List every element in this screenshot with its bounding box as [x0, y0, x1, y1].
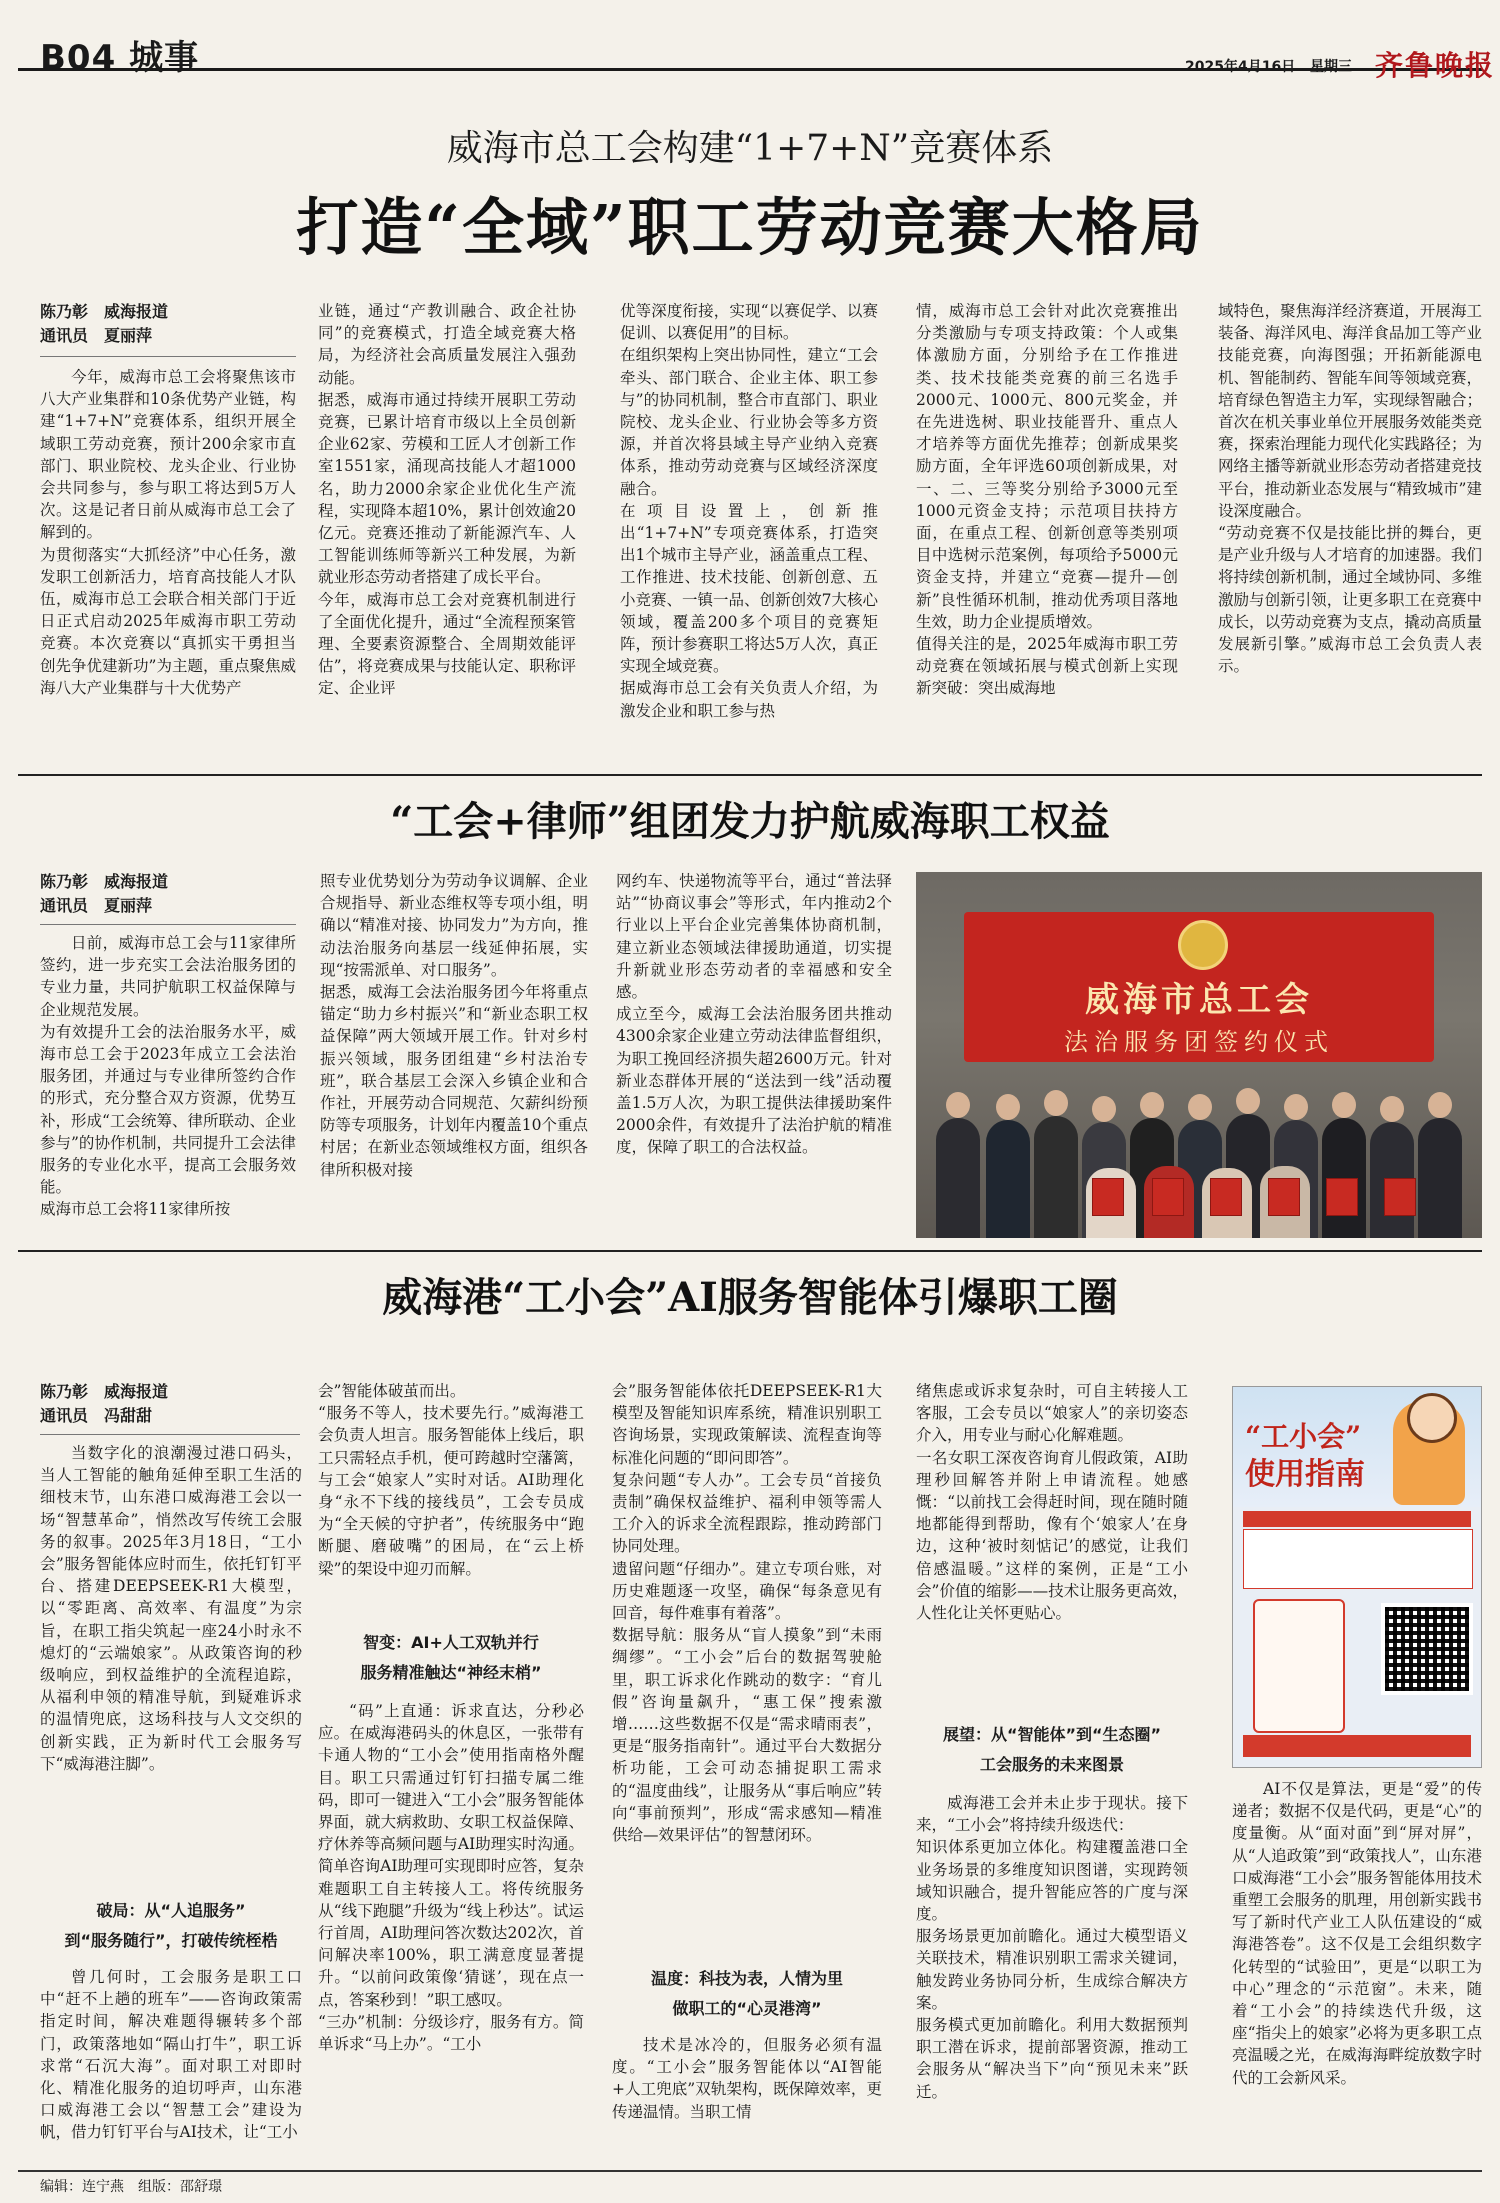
- article3-col4-subhead-line2: 工会服务的未来图景: [979, 1755, 1124, 1774]
- issue-date: 2025年4月16日: [1185, 59, 1296, 75]
- article2-column-2: [320, 870, 588, 1238]
- article2-col2-text: 照专业优势划分为劳动争议调解、企业合规指导、新业态维权等专项小组，明确以“精准对接、协同发力”为方向，推动法治服务向基层一线延伸拓展，实现“按需派单、对口服务”。 据悉，威海工会法治服务团今年将重点锚定“助力乡村振兴”和“新业态职工权益保障”两大领域开展工作。针对乡村振兴领域，服务团组建“乡村法治专班”，联合基层工会深入乡镇企业和合作社，开展劳动合同规范、欠薪纠纷预防等专项服务，计划年内覆盖10个重点村居；在新业态领域维权方面，组织各律所积极对接: [320, 872, 588, 1179]
- article1-byline-reporter: 陈乃彰 威海报道: [40, 302, 169, 321]
- article3-col3-text: 会”服务智能体依托DEEPSEEK-R1大模型及智能知识库系统，精准识别职工咨询场景，实现政策解读、流程查询等标准化问题的“即问即答”。 复杂问题“专人办”。工会专员“首接负责制”确保权益维护、福利申领等需人工介入的诉求全流程跟踪，推动跨部门协同处理。 遗留问题“仔细办”。建立专项台账，对历史难题逐一攻坚，确保“每条意见有回音，每件难事有着落”。 数据导航：服务从“盲人摸象”到“未雨绸缪”。“工小会”后台的数据驾驶舱里，职工诉求化作跳动的数字：“育儿假”咨询量飙升，“惠工保”搜索激增……这些数据不仅是“需求晴雨表”，更是“服务指南针”。通过平台大数据分析功能，工会可动态捕捉职工需求的“温度曲线”，让服务从“事后响应”转向“事前预判”，形成“需求感知—精准供给—效果评估”的智慧闭环。: [612, 1382, 882, 1845]
- newspaper-masthead: 齐鲁晚报: [1375, 49, 1496, 82]
- article3-byline-correspondent: 通讯员 冯甜甜: [40, 1406, 153, 1425]
- article3-column-2b: [318, 1700, 584, 2162]
- article3-col1-subhead-line1: 破局：从“人追服务”: [96, 1901, 246, 1920]
- article3-byline-rule: [40, 1434, 300, 1435]
- article3-col2-subhead-line1: 智变：AI+人工双轨并行: [363, 1633, 539, 1652]
- photo-banner-title: 威海市总工会: [1085, 980, 1313, 1020]
- article2-title: “工会+律师”组团发力护航威海职工权益: [390, 798, 1110, 845]
- cartoon-mascot-head: [1407, 1393, 1457, 1443]
- article3-column-1: [40, 1442, 302, 1882]
- article2-col1-text: 日前，威海市总工会与11家律所签约，进一步充实工会法治服务团的专业力量，共同护航职工权益保障与企业规范发展。 为有效提升工会的法治服务水平，威海市总工会于2023年成立工会法治服务团，并通过与专业律所签约合作的形式，充分整合双方资源，优势互补，形成“工会统筹、律所联动、企业参与”的协作机制，共同提升工会法律服务的专业化水平，提高工会服务效能。 威海市总工会将11家律所按: [40, 934, 296, 1219]
- footer-rule: [18, 2170, 1482, 2172]
- article3-column-3: [612, 1380, 882, 1954]
- article1-kicker: 威海市总工会构建“1+7+N”竞赛体系: [446, 128, 1054, 169]
- article3-title: 威海港“工小会”AI服务智能体引爆职工圈: [382, 1274, 1118, 1321]
- article1-title: 打造“全域”职工劳动竞赛大格局: [296, 191, 1204, 264]
- article3-column-2: [318, 1380, 584, 1616]
- article3-column-1b: [40, 1966, 302, 2162]
- photo-people-group: [916, 1082, 1482, 1238]
- article1-column-1: [40, 366, 296, 766]
- article3-col3-subhead-line1: 温度：科技为表，人情为里: [650, 1969, 843, 1988]
- article3-col3-subhead-line2: 做职工的“心灵港湾”: [672, 1999, 822, 2018]
- guide-red-band: [1243, 1511, 1471, 1527]
- page-section-label: B04 城事: [40, 38, 200, 78]
- article2-col3-text: 网约车、快递物流等平台，通过“普法驿站”“协商议事会”等形式，年内推动2个行业以上平台企业完善集体协商机制，建立新业态领域法律援助通道，切实提升新就业形态劳动者的幸福感和安全感。 成立至今，威海工会法治服务团共推动4300余家企业建立劳动法律监督组织，为职工挽回经济损失超2600万元。针对新业态群体开展的“送法到一线”活动覆盖1.5万人次，为职工提供法律援助案件2000余件，有效提升了法治护航的精准度，保障了职工的合法权益。: [616, 872, 892, 1157]
- article1-column-3: [620, 300, 878, 766]
- article3-col2-subhead-line2: 服务精准触达“神经末梢”: [360, 1663, 542, 1682]
- guide-title-line1: “工小会”: [1245, 1420, 1362, 1453]
- article1-column-4: [916, 300, 1178, 766]
- article3-col1-subhead-line2: 到“服务随行”，打破传统桎梏: [64, 1931, 278, 1950]
- article1-col5-text: 域特色，聚焦海洋经济赛道，开展海工装备、海洋风电、海洋食品加工等产业技能竞赛，向海图强；开拓新能源电机、智能制药、智能车间等领域竞赛，培育绿色智造主力军，实现绿智融合；首次在机关事业单位开展服务效能类竞赛，探索治理能力现代化实践路径；为网络主播等新就业形态劳动者搭建竞技平台，推动新业态发展与“精致城市”建设深度融合。 “劳动竞赛不仅是技能比拼的舞台，更是产业升级与人才培育的加速器。我们将持续创新机制，通过全域协同、多维激励与创新引领，让更多职工在竞赛中成长，以劳动竞赛为支点，撬动高质量发展新引擎。”威海市总工会负责人表示。: [1218, 302, 1482, 676]
- article1-col1-text: 今年，威海市总工会将聚焦该市八大产业集群和10条优势产业链，构建“1+7+N”竞赛体系，组织开展全域职工劳动竞赛，预计200余家市直部门、职业院校、龙头企业、行业协会共同参与，参与职工将达到5万人次。这是记者日前从威海市总工会了解到的。 为贯彻落实“大抓经济”中心任务，激发职工创新活力，培育高技能人才队伍，威海市总工会联合相关部门于近日正式启动2025年威海市职工劳动竞赛。本次竞赛以“真抓实干勇担当 创先争优建新功”为主题，重点聚焦威海八大产业集群与十大优势产: [40, 368, 296, 697]
- article3-col1b-text: 曾几何时，工会服务是职工口中“赶不上趟的班车”——咨询政策需指定时间，解决难题得辗转多个部门，政策落地如“隔山打牛”，职工诉求常“石沉大海”。面对职工对即时化、精准化服务的迫切呼声，山东港口威海港工会以“智慧工会”建设为帆，借力钉钉平台与AI技术，让“工小: [40, 1968, 302, 2142]
- article3-col5-text: AI不仅是算法，更是“爱”的传递者；数据不仅是代码，更是“心”的度量衡。从“面对面”到“屏对屏”，从“人追政策”到“政策找人”，山东港口威海港“工小会”服务智能体用技术重塑工会服务的肌理，用创新实践书写了新时代产业工人队伍建设的“威海港答卷”。这不仅是工会组织数字化转型的“试验田”，更是“以职工为中心”理念的“示范窗”。未来，随着“工小会”的持续迭代升级，这座“指尖上的娘家”必将为更多职工点亮温暖之光，在威海海畔绽放数字时代的工会新风采。: [1232, 1780, 1482, 2087]
- issue-weekday: 星期三: [1310, 59, 1352, 75]
- article1-column-5: [1218, 300, 1482, 766]
- article3-col4-subhead: [916, 1720, 1188, 1780]
- article3-byline-reporter: 陈乃彰 威海报道: [40, 1382, 169, 1401]
- guide-phone-screen-icon: [1253, 1599, 1345, 1733]
- union-emblem-icon: [1178, 920, 1228, 970]
- guide-bottom-strip: [1243, 1735, 1471, 1757]
- footer-credits: 编辑：连宁燕 组版：邵舒璟: [40, 2179, 222, 2195]
- article2-byline-rule: [40, 924, 296, 925]
- article1-col4-text: 情，威海市总工会针对此次竞赛推出分类激励与专项支持政策：个人或集体激励方面，分别给予在工作推进类、技术技能类竞赛的前三名选手2000元、1000元、800元奖金，并在先进选树、职业技能晋升、重点人才培养等方面优先推荐；创新成果奖励方面，全年评选60项创新成果，对一、二、三等奖分别给予3000元至1000元资金支持；示范项目扶持方面，在重点工程、创新创意等类别项目中选树示范案例，每项给予5000元资金支持，并建立“竞赛—提升—创新”良性循环机制，推动优秀项目落地生效，助力企业提质增效。 值得关注的是，2025年威海市职工劳动竞赛在领域拓展与模式创新上实现新突破：突出威海地: [916, 302, 1178, 698]
- article2-column-1: [40, 932, 296, 1238]
- article1-col2-text: 业链，通过“产教训融合、政企社协同”的竞赛模式，打造全域竞赛大格局，为经济社会高质量发展注入强劲动能。 据悉，威海市通过持续开展职工劳动竞赛，已累计培育市级以上全员创新企业62家、劳模和工匠人才创新工作室1551家，涌现高技能人才超1000名，助力2000余家企业优化生产流程，实现降本超10%，累计创效逾20亿元。竞赛还推动了新能源汽车、人工智能训练师等新兴工种发展，为新就业形态劳动者搭建了成长平台。 今年，威海市总工会对竞赛机制进行了全面优化提升，通过“全流程预案管理、全要素资源整合、全周期效能评估”，将竞赛成果与技能认定、职称评定、企业评: [318, 302, 576, 698]
- usage-guide-graphic: [1232, 1386, 1482, 1768]
- article3-column-3b: [612, 2034, 882, 2162]
- guide-title-line2: 使用指南: [1245, 1457, 1365, 1492]
- article1-byline-rule: [40, 356, 296, 357]
- article3-col1-subhead: [40, 1896, 302, 1956]
- article2-column-3: [616, 870, 892, 1238]
- article3-column-4: [916, 1380, 1188, 1710]
- article3-col2-text: 会”智能体破茧而出。 “服务不等人，技术要先行。”威海港工会负责人坦言。服务智能体上线后，职工只需轻点手机，便可跨越时空藩篱，与工会“娘家人”实时对话。AI助理化身“永不下线的接线员”，工会专员成为“全天候的守护者”，传统服务中“跑断腿、磨破嘴”的困局，在“云上桥梁”的架设中迎刃而解。: [318, 1382, 584, 1578]
- article3-col4b-text: 威海港工会并未止步于现状。接下来，“工小会”将持续升级迭代： 知识体系更加立体化。构建覆盖港口全业务场景的多维度知识图谱，实现跨领域知识融合，提升智能应答的广度与深度。 服务场景更加前瞻化。通过大模型语义关联技术，精准识别职工需求关键词，触发跨业务协同分析，生成综合解决方案。 服务模式更加前瞻化。利用大数据预判职工潜在诉求，提前部署资源，推动工会服务从“解决当下”向“预见未来”跃迁。: [916, 1794, 1188, 2101]
- article1-column-2: [318, 300, 576, 766]
- section-divider-2: [18, 1250, 1482, 1252]
- qr-code-icon: [1381, 1603, 1473, 1695]
- article3-col4-subhead-line1: 展望：从“智能体”到“生态圈”: [942, 1725, 1162, 1744]
- article1-byline: [40, 300, 240, 348]
- signing-ceremony-photo: [916, 872, 1482, 1238]
- article3-col3b-text: 技术是冰冷的，但服务必须有温度。“工小会”服务智能体以“AI智能+人工兜底”双轨架构，既保障效率，更传递温情。当职工情: [612, 2036, 882, 2121]
- article1-byline-correspondent: 通讯员 夏丽萍: [40, 326, 153, 345]
- article3-byline: [40, 1380, 240, 1428]
- article1-col3-text: 优等深度衔接，实现“以赛促学、以赛促训、以赛促用”的目标。 在组织架构上突出协同性，建立“工会牵头、部门联合、企业主体、职工参与”的协同机制，整合市直部门、职业院校、龙头企业、行业协会等多方资源，并首次将县域主导产业纳入竞赛体系，推动劳动竞赛与区域经济深度融合。 在项目设置上，创新推出“1+7+N”专项竞赛体系，打造突出1个城市主导产业，涵盖重点工程、工作推进、技术技能、创新创意、五小竞赛、一镇一品、创新创效7大核心领域，覆盖200多个项目的竞赛矩阵，预计参赛职工将达5万人次，真正实现全域竞赛。 据威海市总工会有关负责人介绍，为激发企业和职工参与热: [620, 302, 878, 720]
- article3-col2b-text: “码”上直通：诉求直达，分秒必应。在威海港码头的休息区，一张带有卡通人物的“工小会”使用指南格外醒目。职工只需通过钉钉扫描专属二维码，即可一键进入“工小会”服务智能体界面，就大病救助、女职工权益保障、疗休养等高频问题与AI助理实时沟通。简单咨询AI助理可实现即时应答，复杂难题职工自主转接人工。将传统服务从“线下跑腿”升级为“线上秒达”。试运行首周，AI助理问答次数达202次，首问解决率100%，职工满意度显著提升。“以前问政策像‘猜谜’，现在点一点，答案秒到！”职工感叹。 “三办”机制：分级诊疗，服务有方。简单诉求“马上办”。“工小: [318, 1702, 584, 2054]
- guide-feature-box: [1243, 1529, 1473, 1589]
- article3-column-4b: [916, 1792, 1188, 2162]
- article2-byline-correspondent: 通讯员 夏丽萍: [40, 896, 153, 915]
- article3-col3-subhead: [612, 1964, 882, 2024]
- article2-byline: [40, 870, 240, 918]
- photo-red-banner: [964, 912, 1434, 1062]
- article3-column-5: [1232, 1778, 1482, 2162]
- article2-byline-reporter: 陈乃彰 威海报道: [40, 872, 169, 891]
- article3-col1-text: 当数字化的浪潮漫过港口码头，当人工智能的触角延伸至职工生活的细枝末节，山东港口威海港工会以一场“智慧革命”，悄然改写传统工会服务的叙事。2025年3月18日，“工小会”服务智能体应时而生，依托钉钉平台、搭建DEEPSEEK-R1大模型，以“零距离、高效率、有温度”为宗旨，在职工指尖筑起一座24小时永不熄灯的“云端娘家”。从政策咨询的秒级响应，到权益维护的全流程追踪，从福利申领的精准导航，到疑难诉求的温情兜底，这场科技与人文交织的创新实践，正为新时代工会服务写下“威海港注脚”。: [40, 1444, 302, 1773]
- article3-col4-text: 绪焦虑或诉求复杂时，可自主转接人工客服，工会专员以“娘家人”的亲切姿态介入，用专业与耐心化解难题。 一名女职工深夜咨询育儿假政策，AI助理秒回解答并附上申请流程。她感慨：“以前找工会得赶时间，现在随时随地都能得到帮助，像有个‘娘家人’在身边，这种‘被时刻惦记’的感觉，让我们倍感温暖。”这样的案例，正是“工小会”价值的缩影——技术让服务更高效，人性化让关怀更贴心。: [916, 1382, 1188, 1623]
- article3-col2-subhead: [318, 1628, 584, 1688]
- section-divider-1: [18, 774, 1482, 776]
- photo-banner-subtitle: 法治服务团签约仪式: [1064, 1028, 1334, 1056]
